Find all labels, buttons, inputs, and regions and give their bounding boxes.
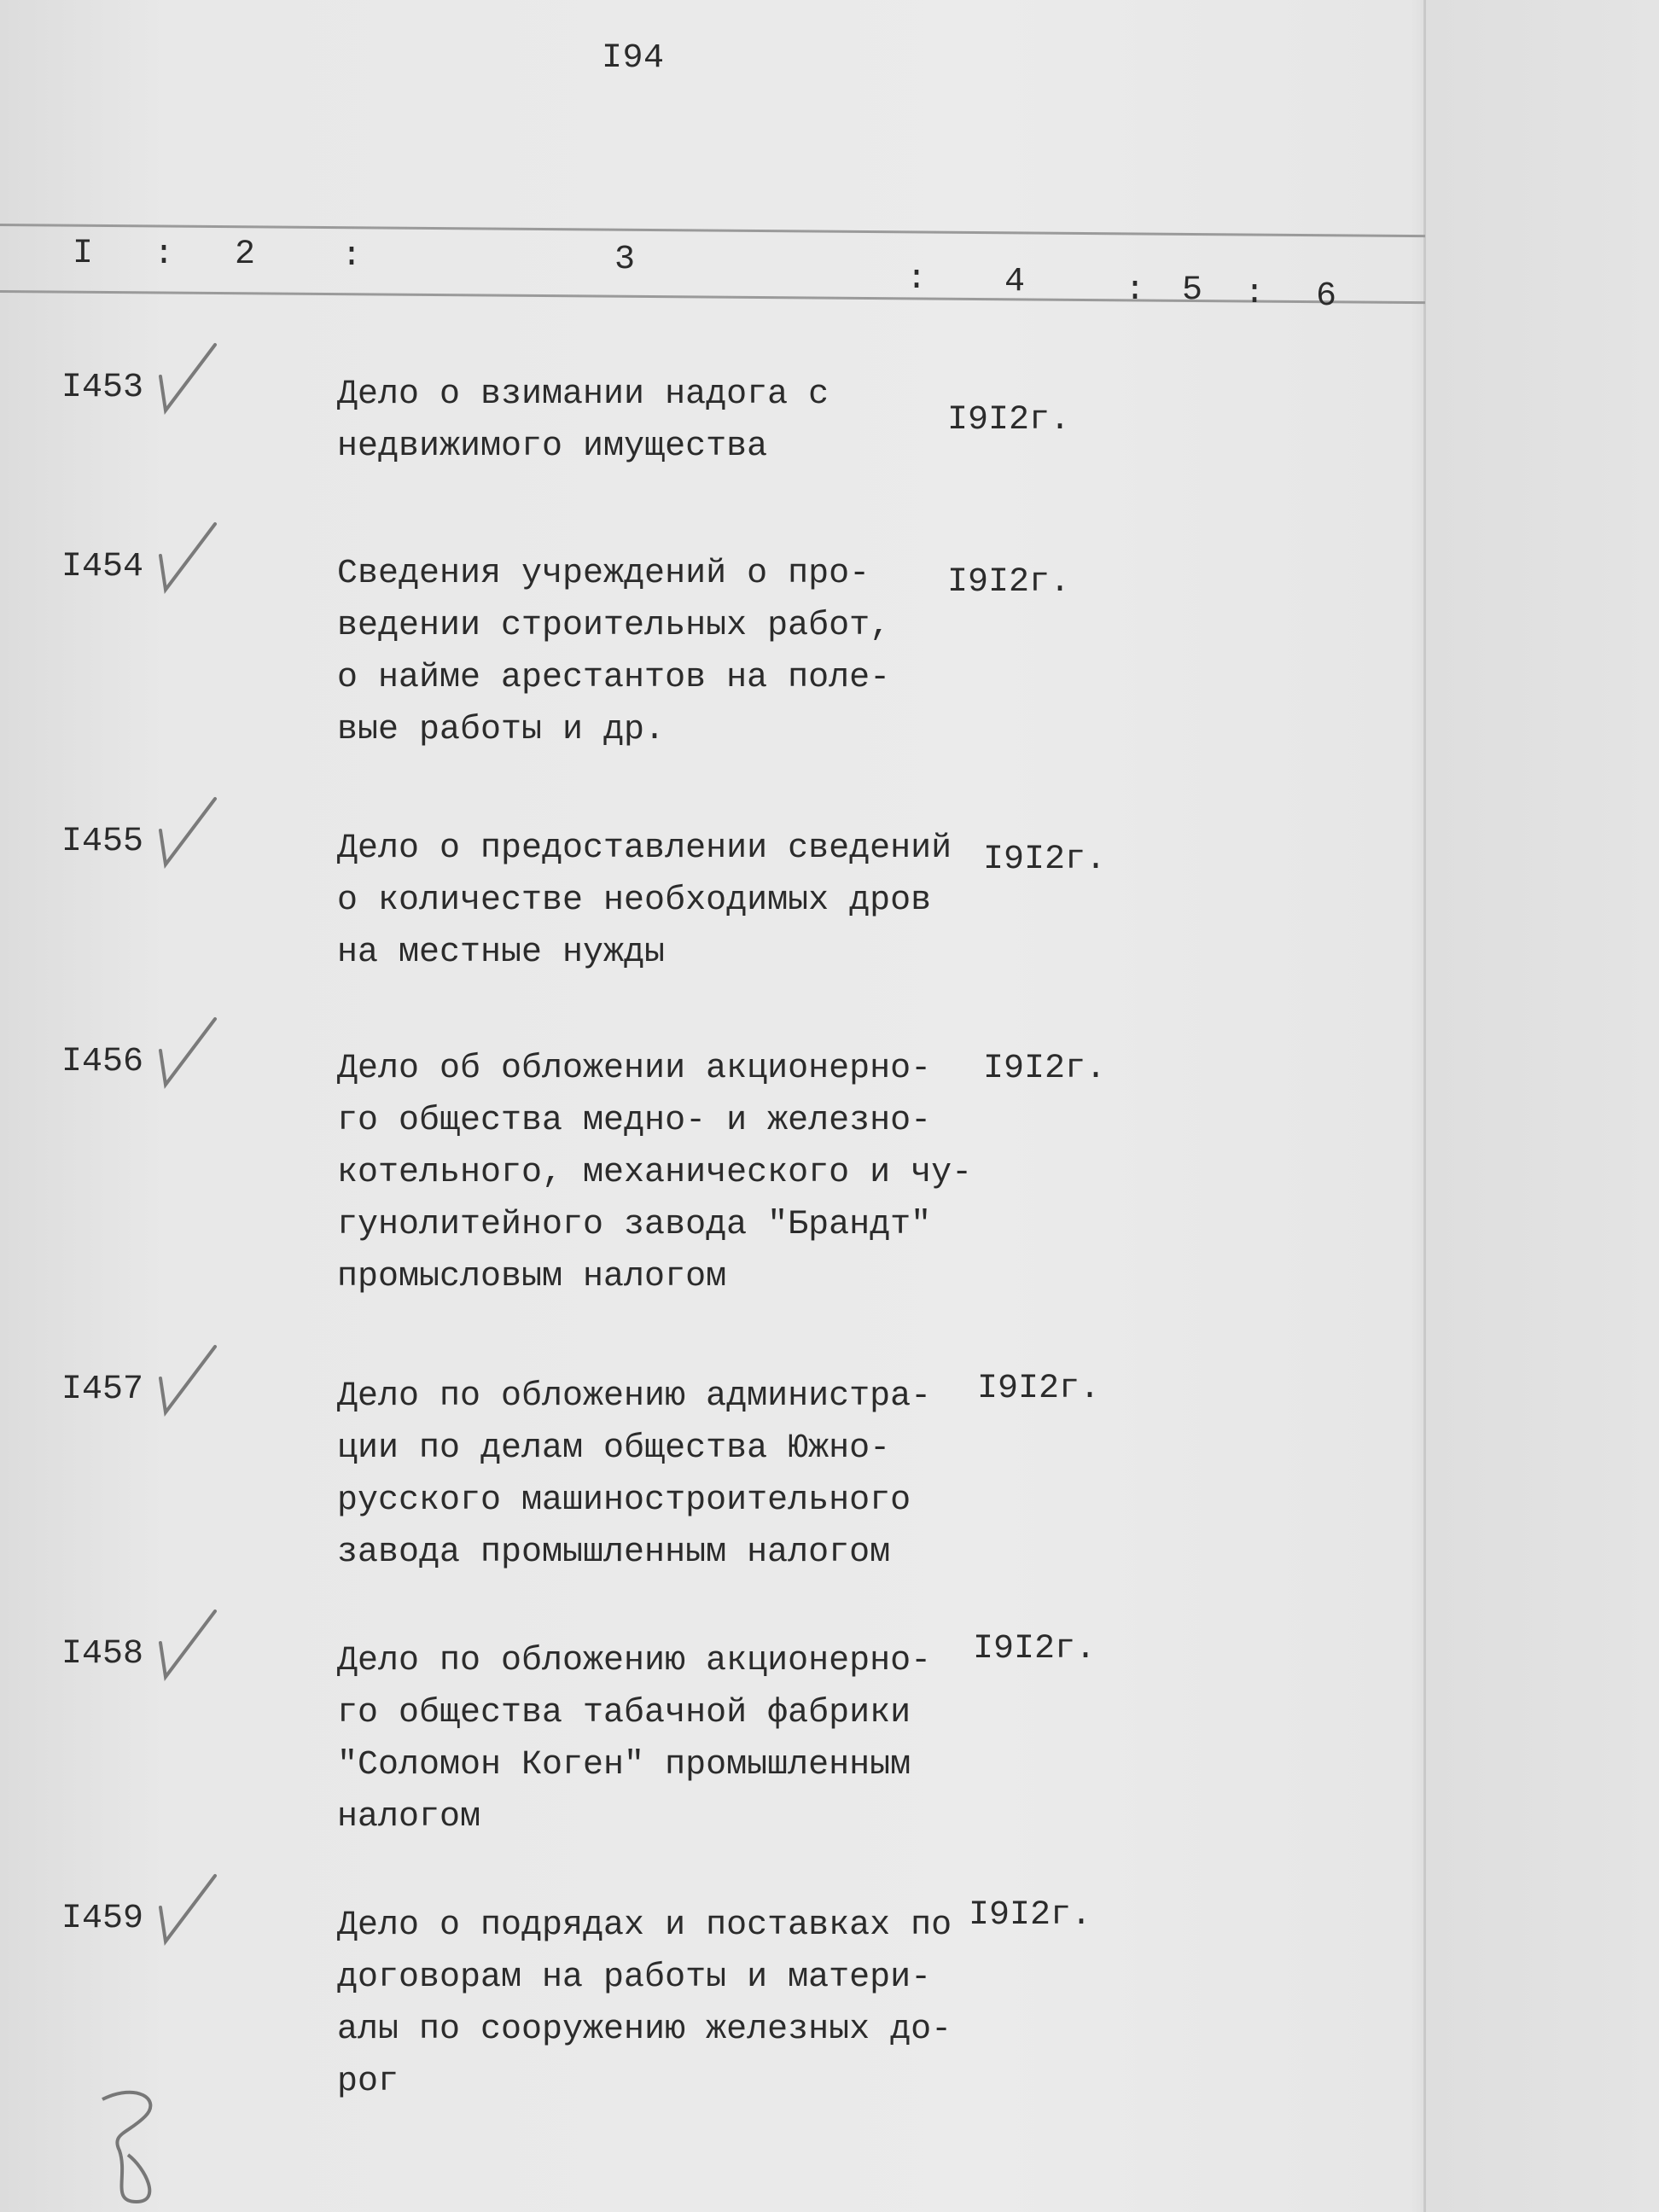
header-sep: : [1244,275,1266,313]
entry-year: I9I2г. [973,1630,1097,1668]
entry-number: I455 [61,823,144,861]
entry-number: I457 [61,1371,144,1409]
entry-description: Дело о подрядах и поставках по договорам на работы и матери- алы по сооружению железных до- рог [337,1906,952,2101]
entry-number: I453 [61,369,144,407]
header-sep: : [154,236,175,274]
checkmark-icon [154,1869,222,1946]
entry-year: I9I2г. [969,1896,1092,1935]
entry-description: Дело по обложению администра- ции по делам общества Южно- русского машиностроительного завода промышленным налогом [337,1377,932,1572]
checkmark-icon [154,1340,222,1417]
paper-edge [1423,0,1426,2212]
entry-description: Дело об обложении акционерно- го общества медно- и железно- котельного, механического и чу- гунолитейного завода "Брандт" промысловым налогом [337,1050,973,1296]
header-col-1: I [73,235,94,273]
checkmark-icon [154,517,222,594]
entry-year: I9I2г. [977,1370,1101,1408]
entry-number: I459 [61,1900,144,1938]
header-col-3: 3 [614,241,636,279]
entry-description: Дело по обложению акционерно- го общества табачной фабрики "Соломон Коген" промышленным налогом [337,1642,932,1837]
entry-year: I9I2г. [983,1050,1107,1088]
page-number: I94 [602,39,665,78]
entry-number: I458 [61,1635,144,1674]
entry-year: I9I2г. [947,401,1071,439]
entry-year: I9I2г. [947,563,1071,602]
header-sep: : [341,237,363,276]
header-sep: : [906,260,928,299]
entry-description: Дело о взимании надога с недвижимого имущества [337,375,830,466]
header-sep: : [1125,271,1146,310]
checkmark-icon [154,1604,222,1681]
checkmark-icon [154,338,222,415]
entry-year: I9I2г. [983,841,1107,879]
header-top-rule [0,224,1425,237]
entry-number: I456 [61,1043,144,1081]
header-col-5: 5 [1182,271,1203,310]
header-col-6: 6 [1316,277,1337,316]
header-bottom-rule [0,290,1425,304]
header-col-4: 4 [1004,263,1026,301]
checkmark-icon [154,1012,222,1089]
header-col-2: 2 [235,236,256,274]
entry-number: I454 [61,548,144,586]
checkmark-icon [154,792,222,869]
entry-description: Сведения учреждений о про- ведении строительных работ, о найме арестантов на поле- вые работы и др. [337,555,891,749]
handwritten-mark-icon [85,2082,196,2210]
entry-description: Дело о предоставлении сведений о количестве необходимых дров на местные нужды [337,830,952,972]
